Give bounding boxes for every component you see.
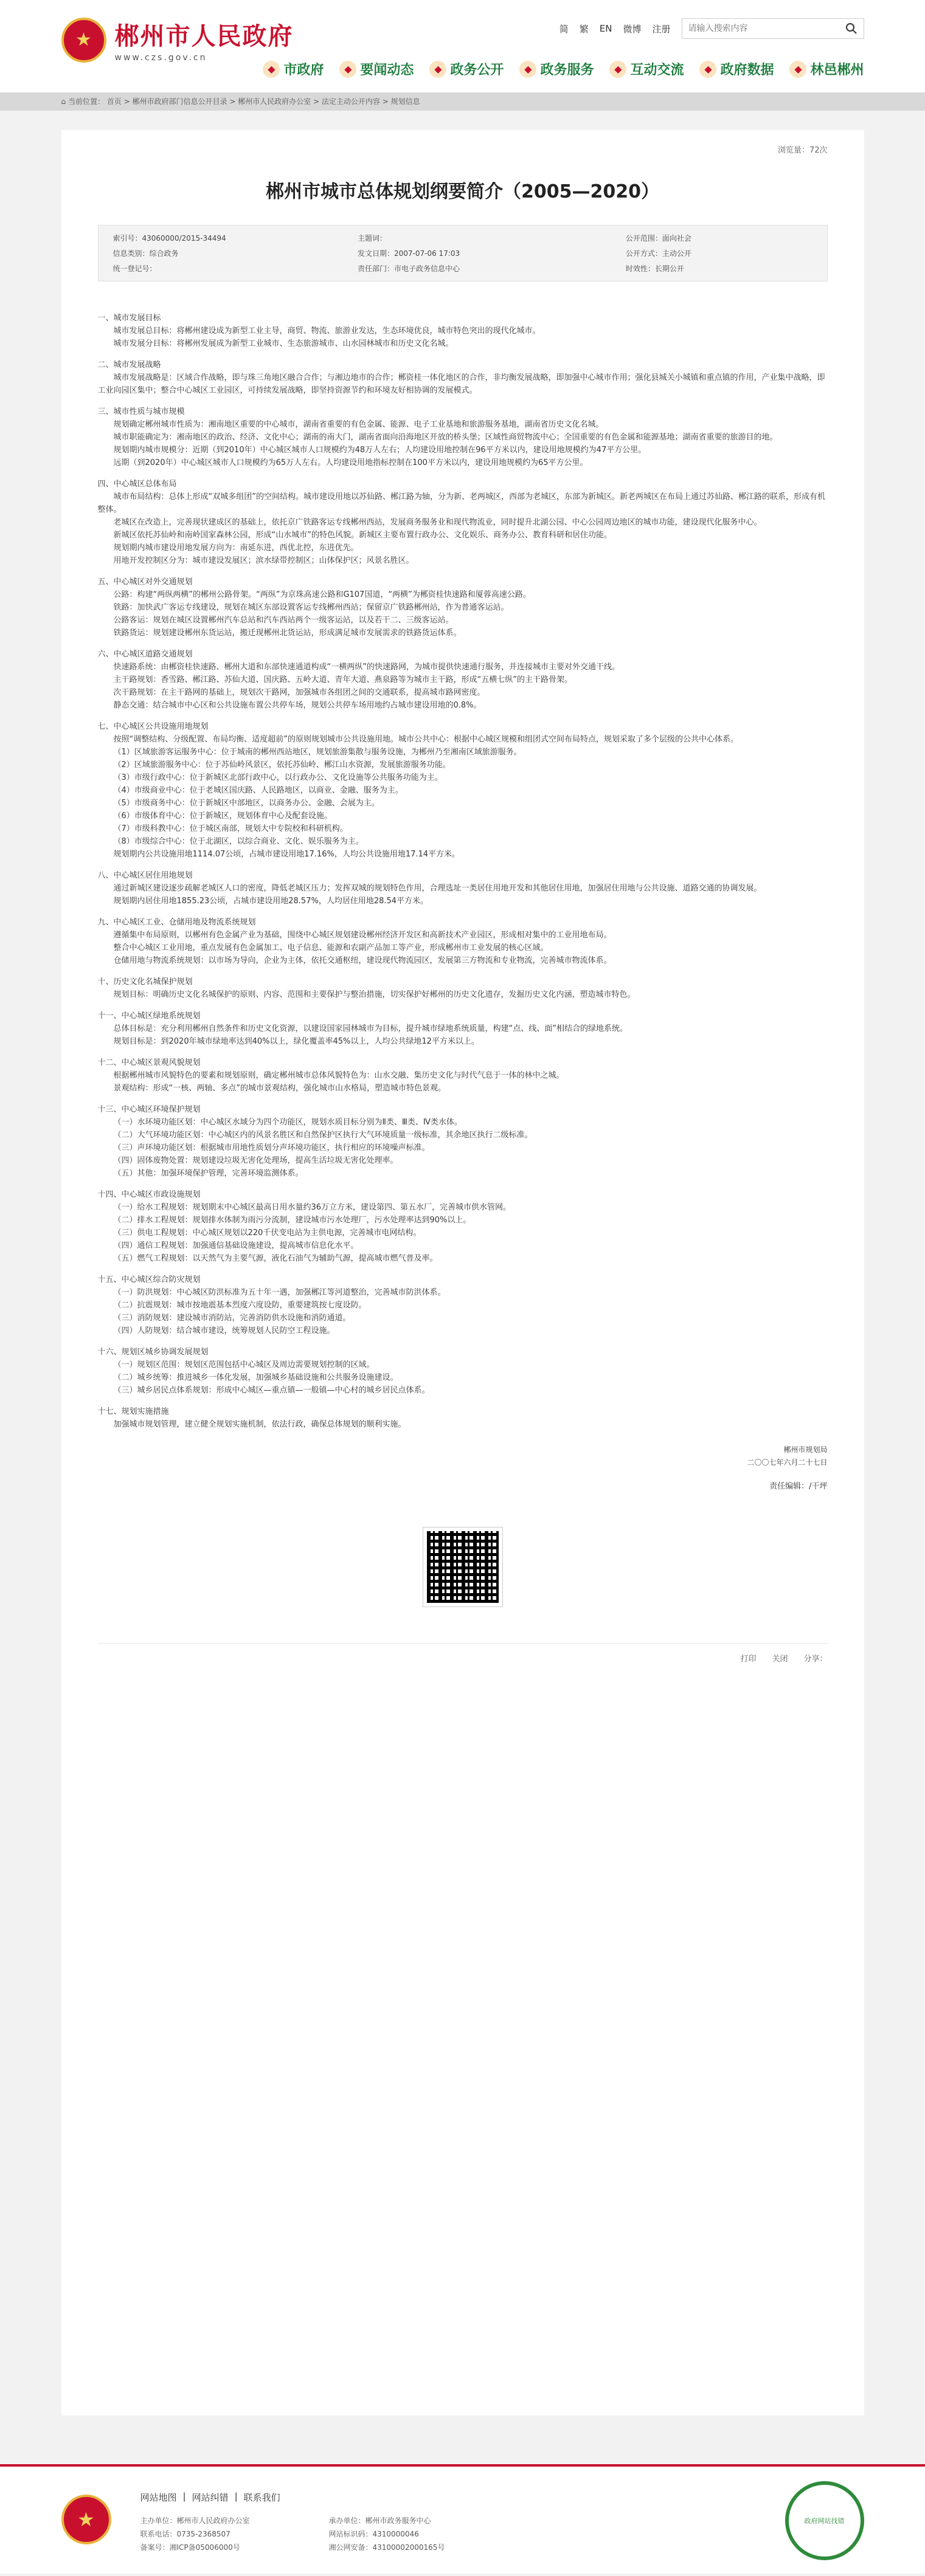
- footer-info: 主办单位：郴州市人民政府办公室 承办单位：郴州市政务服务中心 联系电话：0735-2368507 网站标识码：4310000046 备案号：湘ICP备05006000号 湘公网安备：43100002000165号: [140, 2516, 445, 2552]
- section-heading: 十二、中心城区景观风貌规划: [97, 1058, 201, 1067]
- top-toolbar: [560, 18, 864, 39]
- interaction-icon: ◆: [609, 61, 626, 78]
- paragraph: （4）市级商业中心：位于老城区国庆路、人民路地区，以商业、金融、服务为主。: [113, 786, 403, 795]
- nav-gov-data[interactable]: ◆ 政府数据: [699, 60, 774, 78]
- article-body: [98, 312, 828, 1431]
- section-heading: 一、城市发展目标: [97, 314, 161, 323]
- paragraph: 老城区在改造上，完善现状建成区的基础上，依托京广铁路客运专线郴州西站，发展商务服务业和现代物流业，同时提升北湖公园、中心公园周边地区的城市功能，建设现代化服务中心。: [113, 518, 762, 527]
- breadcrumb-statutory[interactable]: 法定主动公开内容: [321, 97, 380, 106]
- breadcrumb-home[interactable]: 首页: [106, 97, 122, 106]
- paragraph: 遵循集中布局原则，以郴州有色金属产业为基础，围绕中心城区规划建设郴州经济开发区和高新技术产业园区，形成相对集中的工业用地布局。: [113, 931, 612, 940]
- nav-news[interactable]: ◆ 要闻动态: [339, 60, 414, 78]
- error-finder-badge[interactable]: 政府网站找错: [785, 2481, 864, 2560]
- main-nav: [263, 60, 864, 78]
- paragraph: 次干路规划：在主干路网的基础上，规划次干路网，加强城市各组团之间的交通联系，提高城市路网密度。: [113, 688, 485, 697]
- view-count: 浏览量：72次: [777, 146, 828, 155]
- paragraph: （3）市级行政中心：位于新城区北部行政中心，以行政办公、文化设施等公共服务功能为主。: [113, 773, 443, 782]
- breadcrumb-catalog[interactable]: 郴州市政府部门信息公开目录: [132, 97, 227, 106]
- landscape-icon: ◆: [789, 61, 806, 78]
- paragraph: 按照“调整结构、分级配置、布局均衡、适度超前”的原则规划城市公共设施用地。城市公共中心：根据中心城区规模和组团式空间布局特点，规划采取了多个层级的公共中心体系。: [113, 735, 738, 744]
- paragraph: 城市职能确定为：湘南地区的政治、经济、文化中心；湖南的南大门，湖南省面向沿海地区开放的桥头堡；区域性商贸物流中心；全国重要的有色金属和能源基地；湖南省重要的旅游目的地。: [113, 433, 778, 442]
- paragraph: 公路：构建“两纵两横”的郴州公路骨架。“两纵”为京珠高速公路和G107国道，“两横”为郴资桂快速路和厦蓉高速公路。: [113, 590, 531, 599]
- paragraph: （三）城乡居民点体系规划：形成中心城区—重点镇—一般镇—中心村的城乡居民点体系。: [113, 1386, 430, 1395]
- site-url: www.czs.gov.cn: [114, 53, 207, 63]
- paragraph: （7）市级科教中心：位于城区南部，规划大中专院校和科研机构。: [113, 824, 348, 833]
- meta-method: 公开方式：主动公开: [625, 249, 691, 258]
- meta-validity: 时效性：长期公开: [625, 264, 684, 273]
- section-heading: 十六、规划区城乡协调发展规划: [97, 1348, 209, 1357]
- paragraph: （四）固体废物处置：规划建设垃圾无害化处理场，提高生活垃圾无害化处理率。: [113, 1156, 398, 1165]
- paragraph: （三）声环境功能区划：根据城市用地性质划分声环境功能区，执行相应的环境噪声标准。: [113, 1143, 430, 1152]
- paragraph: 根据郴州城市风貌特色的要素和规划原则，确定郴州城市总体风貌特色为：山水交融、集历史文化与时代气息于一体的林中之城。: [113, 1071, 564, 1080]
- paragraph: 主干路规划：香雪路、郴江路、苏仙大道、国庆路、五岭大道、青年大道、燕泉路等为城市主干路，形成“五横七纵”的主干路骨架。: [113, 675, 572, 684]
- section-heading: 十四、中心城区市政设施规划: [97, 1190, 201, 1199]
- paragraph: 规划期内城市规模分：近期（到2010年）中心城区城市人口规模约为48万人左右；人均建设用地控制在96平方米以内，建设用地规模约为47平方公里。: [113, 446, 646, 455]
- search-icon[interactable]: [839, 19, 864, 38]
- contact-link[interactable]: 联系我们: [243, 2492, 280, 2503]
- paragraph: （五）燃气工程规划：以天然气为主要气源，液化石油气为辅助气源，提高城市燃气普及率。: [113, 1254, 438, 1263]
- nav-gov-services[interactable]: ◆ 政务服务: [519, 60, 594, 78]
- meta-scope: 公开范围：面向社会: [625, 234, 691, 243]
- document-meta: [98, 225, 828, 281]
- site-footer: [0, 2464, 925, 2574]
- site-header: [0, 0, 925, 92]
- building-icon: ◆: [263, 61, 280, 78]
- article-actions: [98, 1643, 828, 1664]
- paragraph: 快速路系统：由郴资桂快速路、郴州大道和东部快速通道构成“一横两纵”的快速路网，为城市提供快速通行服务，并连接城市主要对外交通干线。: [113, 663, 620, 672]
- paragraph: 铁路：加快武广客运专线建设，规划在城区东部设置客运专线郴州西站；保留京广铁路郴州站，作为普通客运站。: [113, 603, 509, 612]
- section-heading: 六、中心城区道路交通规划: [97, 650, 193, 659]
- breadcrumb-office[interactable]: 郴州市人民政府办公室: [238, 97, 311, 106]
- paragraph: （五）其他：加强环境保护管理，完善环境监测体系。: [113, 1169, 303, 1178]
- paragraph: （二）排水工程规划：规划排水体制为雨污分流制，建设城市污水处理厂，污水处理率达到90%以上。: [113, 1216, 471, 1225]
- section-heading: 九、中心城区工业、仓储用地及物流系统规划: [97, 918, 256, 927]
- paragraph: 城市发展战略是：区域合作战略，即与珠三角地区融合合作；与湘边地市的合作；郴资桂一体化地区的合作，非均衡发展战略，即加强中心城市作用；强化县城关小城镇和重点镇的作用，产业集中战略，即工业向园区集中；整合中心城区工业园区，可持续发展战略，即坚持资源节约和环境友好相协调的发展模式。: [97, 373, 825, 395]
- paragraph: 规划期内城市建设用地发展方向为：南延东进，西优北控，东进优先。: [113, 543, 359, 553]
- nav-city-government[interactable]: ◆ 市政府: [263, 60, 324, 78]
- meta-category: 信息类别：综合政务: [113, 249, 179, 258]
- site-title: 郴州市人民政府: [114, 22, 294, 50]
- paragraph: 城市发展总目标：将郴州建设成为新型工业主导，商贸、物流、旅游业发达，生态环境优良，城市特色突出的现代化城市。: [113, 326, 541, 336]
- data-icon: ◆: [699, 61, 716, 78]
- paragraph: 通过新城区建设逐步疏解老城区人口的密度，降低老城区压力；发挥双城的规划特色作用，合理选址一类居住用地开发和其他居住用地，加强居住用地与公共设施、道路交通的协调发展。: [113, 884, 762, 893]
- error-report-link[interactable]: 网站纠错: [192, 2492, 229, 2503]
- paragraph: （5）市级商务中心：位于新城区中部地区，以商务办公、金融、会展为主。: [113, 799, 379, 808]
- paragraph: 加强城市规划管理，建立健全规划实施机制，依法行政，确保总体规划的顺利实施。: [113, 1420, 406, 1429]
- paragraph: （二）抗震规划：城市按地震基本烈度六度设防，重要建筑按七度设防。: [113, 1301, 367, 1310]
- paragraph: 整合中心城区工业用地，重点发展有色金属加工、电子信息、能源和农副产品加工等产业，形成郴州市工业发展的核心区域。: [113, 943, 549, 952]
- paragraph: （二）城乡统筹：推进城乡一体化发展，加强城乡基础设施和公共服务设施建设。: [113, 1373, 398, 1382]
- section-heading: 四、中心城区总体布局: [97, 480, 177, 489]
- section-heading: 十一、中心城区绿地系统规划: [97, 1011, 201, 1021]
- paragraph: （四）人防规划：结合城市建设，统筹规划人民防空工程设施。: [113, 1326, 335, 1335]
- sign-org: 郴州市规划局: [783, 1445, 828, 1454]
- meta-department: 责任部门：市电子政务信息中心: [358, 264, 460, 273]
- responsible-editor: 责任编辑：/干坪: [769, 1482, 828, 1491]
- paragraph: （三）供电工程规划：中心城区规划以220千伏变电站为主供电源，完善城市电网结构。: [113, 1228, 421, 1238]
- paragraph: （8）市级综合中心：位于北湖区，以综合商业、文化、娱乐服务为主。: [113, 837, 364, 846]
- paragraph: 规划目标：明确历史文化名城保护的原则、内容、范围和主要保护与整治措施，切实保护好郴州的历史文化遗存，发掘历史文化内涵，塑造城市特色。: [113, 990, 636, 999]
- paragraph: 用地开发控制区分为：城市建设发展区；滨水绿带控制区；山体保护区；风景名胜区。: [113, 556, 414, 565]
- paragraph: 新城区依托苏仙岭和南岭国家森林公园，形成“山水城市”的特色风貌。新城区主要布置行政办公、文化娱乐、商务办公、教育科研和居住功能。: [113, 531, 612, 540]
- national-emblem-icon: ★: [61, 18, 106, 63]
- traditional-chinese-link[interactable]: 繁: [579, 23, 589, 35]
- paragraph: 静态交通：结合城市中心区和公共设施布置公共停车场，规划公共停车场用地约占城市建设用地的0.8%。: [113, 701, 482, 710]
- section-heading: 十三、中心城区环境保护规划: [97, 1105, 201, 1114]
- disclosure-icon: ◆: [429, 61, 446, 78]
- paragraph: 规划期内居住用地1855.23公顷，占城市建设用地28.57%，人均居住用地28.54平方米。: [113, 897, 429, 906]
- article-page: [61, 130, 864, 2416]
- paragraph: 规划期内公共设施用地1114.07公顷，占城市建设用地17.16%，人均公共设施用地17.14平方米。: [113, 850, 460, 859]
- breadcrumb-planning[interactable]: 规划信息: [390, 97, 420, 106]
- footer-links: 网站地图 | 网站纠错 | 联系我们: [140, 2491, 280, 2503]
- search-input[interactable]: [682, 19, 839, 38]
- register-link[interactable]: 注册: [652, 23, 671, 35]
- section-heading: 二、城市发展战略: [97, 360, 161, 370]
- paragraph: （一）防洪规划：中心城区防洪标准为五十年一遇，加强郴江等河道整治，完善城市防洪体系。: [113, 1288, 446, 1297]
- meta-reg-number: 统一登记号：: [113, 264, 157, 273]
- paragraph: 总体目标是：充分利用郴州自然条件和历史文化资源，以建设国家园林城市为目标，提升城市绿地系统质量，构建“点、线、面”相结合的绿地系统。: [113, 1024, 628, 1033]
- paragraph: 城市发展分目标：将郴州发展成为新型工业城市、生态旅游城市、山水园林城市和历史文化名城。: [113, 339, 454, 348]
- footer-emblem-icon: ★: [61, 2495, 111, 2544]
- location-icon: ⌂: [61, 97, 66, 106]
- english-link[interactable]: EN: [599, 23, 612, 34]
- paragraph: （二）大气环境功能区划：中心城区内的风景名胜区和自然保护区执行大气环境质量一级标准，其余地区执行二级标准。: [113, 1131, 533, 1140]
- site-logo[interactable]: [61, 17, 294, 63]
- print-button[interactable]: 打印: [740, 1655, 757, 1664]
- paragraph: 仓储用地与物流系统规划：以市场为导向，企业为主体，依托交通枢纽，建设现代物流园区，发展第三方物流和专业物流，完善城市物流体系。: [113, 956, 612, 965]
- paragraph: 规划目标是：到2020年城市绿地率达到40%以上，绿化覆盖率45%以上，人均公共绿地12平方米以上。: [113, 1037, 479, 1046]
- meta-index: 索引号：43060000/2015-34494: [113, 234, 226, 243]
- section-heading: 七、中心城区公共设施用地规划: [97, 722, 209, 731]
- paragraph: （1）区域旅游客运服务中心：位于城南的郴州西站地区，规划旅游集散与服务设施，为郴州乃至湘南区域旅游服务。: [113, 748, 522, 757]
- paragraph: （四）通信工程规划：加强通信基础设施建设，提高城市信息化水平。: [113, 1241, 359, 1250]
- paragraph: 景观结构：形成“一核、两轴、多点”的城市景观结构，强化城市山水格局，塑造城市特色景观。: [113, 1084, 446, 1093]
- paragraph: （一）给水工程规划：规划期末中心城区最高日用水量约36万立方米，建设第四、第五水厂，完善城市供水管网。: [113, 1203, 511, 1212]
- share-label: 分享：: [803, 1655, 828, 1664]
- paragraph: （三）消防规划：建设城市消防站，完善消防供水设施和消防通道。: [113, 1314, 351, 1323]
- breadcrumb: ⌂ 当前位置： 首页 > 郴州市政府部门信息公开目录 > 郴州市人民政府办公室 > 法定主动公开内容 > 规划信息: [61, 97, 420, 106]
- close-button[interactable]: 关闭: [772, 1655, 788, 1664]
- section-heading: 十五、中心城区综合防灾规划: [97, 1275, 201, 1284]
- nav-interaction[interactable]: ◆ 互动交流: [609, 60, 684, 78]
- sitemap-link[interactable]: 网站地图: [140, 2492, 177, 2503]
- paragraph: （一）水环境功能区划：中心城区水域分为四个功能区，规划水质目标分别为Ⅱ类、Ⅲ类、Ⅳ类水体。: [113, 1118, 462, 1127]
- section-heading: 十七、规划实施措施: [97, 1407, 169, 1416]
- search-box: [682, 18, 864, 39]
- page-title: 郴州市城市总体规划纲要简介（2005—2020）: [266, 181, 659, 202]
- section-heading: 十、历史文化名城保护规划: [97, 977, 193, 987]
- paragraph: （6）市级体育中心：位于新城区，规划体育中心及配套设施。: [113, 811, 332, 821]
- paragraph: 铁路货运：规划建设郴州东货运站，搬迁现郴州北货运站，形成满足城市发展需求的铁路货运体系。: [113, 629, 462, 638]
- paragraph: 远期（到2020年）中心城区城市人口规模约为65万人左右。人均建设用地指标控制在100平方米以内，建设用地规模约为65平方公里。: [113, 458, 588, 467]
- paragraph: （一）规划区范围：规划区范围包括中心城区及周边需要规划控制的区域。: [113, 1360, 375, 1369]
- paragraph: 规划确定郴州城市性质为：湘南地区重要的中心城市，湖南省重要的有色金属、能源、电子工业基地和旅游服务基地，湖南省历史文化名城。: [113, 420, 604, 429]
- sign-date: 二〇〇七年六月二十七日: [747, 1458, 828, 1467]
- weibo-link[interactable]: 微博: [623, 23, 642, 35]
- section-heading: 三、城市性质与城市规模: [97, 407, 185, 416]
- nav-linyi-chenzhou[interactable]: ◆ 林邑郴州: [789, 60, 864, 78]
- paragraph: （2）区域旅游服务中心：位于苏仙岭风景区，依托苏仙岭、郴江山水资源，发展旅游服务功能。: [113, 760, 451, 770]
- news-icon: ◆: [339, 61, 356, 78]
- services-icon: ◆: [519, 61, 536, 78]
- nav-gov-disclosure[interactable]: ◆ 政务公开: [429, 60, 504, 78]
- paragraph: 城市布局结构：总体上形成“双城多组团”的空间结构。城市建设用地以苏仙路、郴江路为轴，分为新、老两城区，西部为老城区，东部为新城区。新老两城区在布局上通过苏仙路、郴江路的联系，形成有机整体。: [97, 492, 825, 514]
- section-heading: 五、中心城区对外交通规划: [97, 577, 193, 587]
- meta-keywords: 主题词：: [358, 234, 387, 243]
- meta-date: 发文日期：2007-07-06 17:03: [358, 249, 460, 258]
- section-heading: 八、中心城区居住用地规划: [97, 871, 193, 880]
- simplified-chinese-link[interactable]: 简: [559, 23, 569, 35]
- qr-code-icon: [423, 1527, 502, 1607]
- breadcrumb-bar: [0, 92, 925, 111]
- paragraph: 公路客运：规划在城区设置郴州汽车总站和汽车西站两个一级客运站，以及若干二、三级客运站。: [113, 616, 454, 625]
